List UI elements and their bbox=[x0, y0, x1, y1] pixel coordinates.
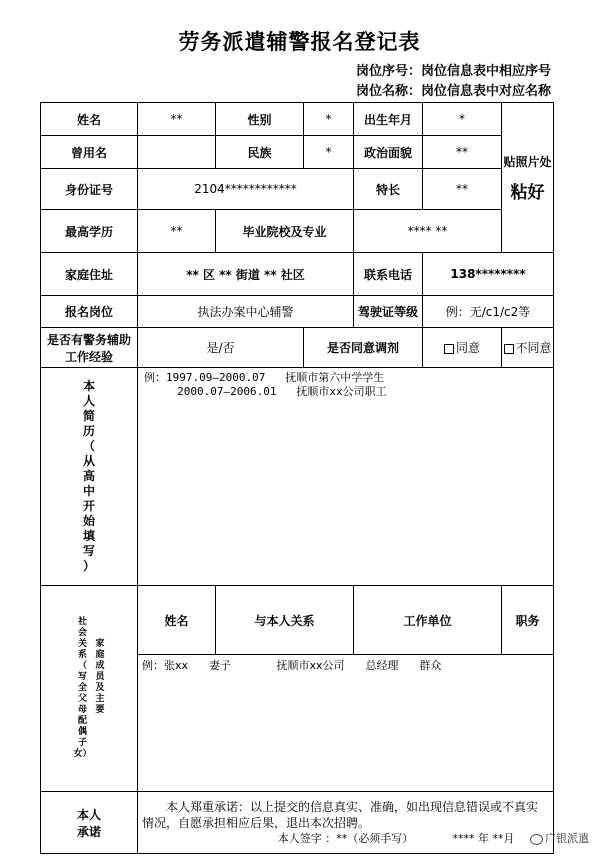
former-name-value bbox=[138, 136, 216, 169]
resume-line-1: 例：1997.09—2000.07 抚顺市第六中学学生 bbox=[144, 371, 385, 384]
watermark: 广银派遣 bbox=[530, 832, 589, 845]
agree-text: 同意 bbox=[456, 341, 481, 355]
rel-relation-header: 与本人关系 bbox=[216, 586, 354, 655]
phone-value: 138******** bbox=[423, 253, 554, 296]
birth-label: 出生年月 bbox=[354, 103, 423, 136]
wechat-icon bbox=[530, 834, 543, 845]
gender-label: 性别 bbox=[216, 103, 304, 136]
name-value: ** bbox=[138, 103, 216, 136]
resume-line-2: 2000.07—2006.01 抚顺市xx公司职工 bbox=[144, 385, 387, 398]
school-label: 毕业院校及专业 bbox=[216, 210, 354, 253]
apply-post-label: 报名岗位 bbox=[41, 296, 138, 328]
rel-duty-header: 职务 bbox=[502, 586, 554, 655]
signature-line[interactable]: 本人签字 ：**（必须手写） bbox=[277, 831, 414, 845]
disagree-text: 不同意 bbox=[515, 341, 552, 355]
disagree-checkbox-icon[interactable] bbox=[504, 344, 514, 354]
agree-checkbox-icon[interactable] bbox=[444, 344, 454, 354]
resume-content[interactable] bbox=[138, 368, 554, 586]
social-label bbox=[41, 586, 138, 792]
adjust-label: 是否同意调剂 bbox=[304, 328, 423, 368]
education-value: ** bbox=[138, 210, 216, 253]
political-label: 政治面貌 bbox=[354, 136, 423, 169]
experience-label bbox=[41, 328, 138, 368]
photo-label: 贴照片处 bbox=[503, 154, 552, 169]
license-label: 驾驶证等级 bbox=[354, 296, 423, 328]
gender-value: * bbox=[304, 103, 354, 136]
promise-label-line1: 本人 bbox=[76, 807, 101, 822]
photo-glyph: 粘好 bbox=[510, 182, 545, 203]
footer-date: **** 年 **月 bbox=[452, 832, 515, 845]
position-name: 岗位名称：岗位信息表中对应名称 bbox=[355, 84, 551, 99]
id-value: 2104************ bbox=[138, 169, 354, 210]
name-label: 姓名 bbox=[41, 103, 138, 136]
form-title: 劳务派遣辅警报名登记表 bbox=[178, 29, 421, 54]
rel-unit-header: 工作单位 bbox=[354, 586, 502, 655]
specialty-value: ** bbox=[423, 169, 502, 210]
disagree-option[interactable] bbox=[502, 328, 554, 368]
ethnicity-value: * bbox=[304, 136, 354, 169]
rel-name-header: 姓名 bbox=[138, 586, 216, 655]
position-number: 岗位序号：岗位信息表中相应序号 bbox=[355, 64, 551, 79]
education-label: 最高学历 bbox=[41, 210, 138, 253]
ethnicity-label: 民族 bbox=[216, 136, 304, 169]
license-value: 例：无/c1/c2等 bbox=[423, 296, 554, 328]
relations-content[interactable] bbox=[138, 655, 554, 792]
promise-text: 本人郑重承诺：以上提交的信息真实、准确，如出现信息错误或不真实情况，自愿承担相应后果，退出本次招聘。 bbox=[142, 799, 539, 830]
resume-label: 本 人 简 历 （ 从 高 中 开 始 填 写 ） bbox=[41, 368, 138, 586]
experience-label-line1: 是否有警务辅助 bbox=[46, 332, 131, 347]
address-label: 家庭住址 bbox=[41, 253, 138, 296]
school-value: **** ** bbox=[354, 210, 502, 253]
footer bbox=[453, 830, 590, 846]
social-label-col2: 家 庭 成 员 及 主 要 bbox=[95, 639, 105, 715]
experience-value: 是/否 bbox=[138, 328, 304, 368]
id-label: 身份证号 bbox=[41, 169, 138, 210]
relation-example: 例：张xx 妻子 抚顺市xx公司 总经理 群众 bbox=[142, 659, 442, 672]
birth-value: * bbox=[423, 103, 502, 136]
address-value: ** 区 ** 街道 ** 社区 bbox=[138, 253, 354, 296]
apply-post-value: 执法办案中心辅警 bbox=[138, 296, 354, 328]
promise-label bbox=[41, 792, 138, 854]
former-name-label: 曾用名 bbox=[41, 136, 138, 169]
photo-area bbox=[502, 103, 554, 253]
phone-label: 联系电话 bbox=[354, 253, 423, 296]
political-value: ** bbox=[423, 136, 502, 169]
agree-option[interactable] bbox=[423, 328, 502, 368]
experience-label-line2: 工作经验 bbox=[64, 349, 113, 364]
registration-form-table bbox=[40, 102, 554, 854]
social-label-col1: 社 会 关 系 （ 写 全 父 母 配 偶 子 女） bbox=[73, 617, 92, 759]
specialty-label: 特长 bbox=[354, 169, 423, 210]
promise-label-line2: 承诺 bbox=[76, 824, 101, 839]
